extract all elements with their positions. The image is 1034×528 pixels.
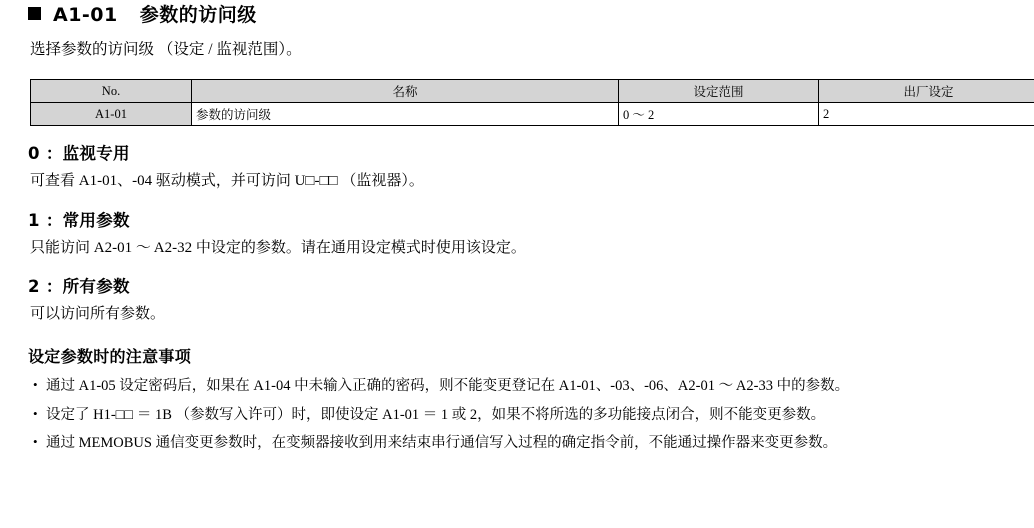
notes-list [32,376,1007,455]
intro-paragraph: 选择参数的访问级 （设定 / 监视范围）。 [30,41,302,58]
cell-range: 0 ～ 2 [619,103,819,126]
table-row [31,103,1034,126]
table-header-row [31,80,1034,103]
section-heading-1: 1 ：常用参数 [28,210,130,230]
cell-default: 2 [819,103,1034,126]
column-header-range: 设定范围 [619,80,819,103]
parameter-table [30,79,1034,126]
column-header-name: 名称 [192,80,619,103]
section-body-0: 可查看 A1-01、-04 驱动模式，并可访问 U□-□□ （监视器）。 [30,173,424,190]
list-item: • 设定了 H1-□□ ＝ 1B （参数写入许可）时，即使设定 A1-01 ＝ 1 或 2，如果不将所选的多功能接点闭合，则不能变更参数。 [32,405,1007,427]
column-header-no: No. [31,80,192,103]
page-title [0,0,1034,30]
column-header-default: 出厂设定 [819,80,1034,103]
cell-name: 参数的访问级 [192,103,619,126]
cell-no: A1-01 [31,103,192,126]
square-bullet-icon [28,7,41,20]
list-item: • 通过 MEMOBUS 通信变更参数时，在变频器接收到用来结束串行通信写入过程的确定指令前，不能通过操作器来变更参数。 [32,433,1007,455]
notes-heading: 设定参数时的注意事项 [28,346,192,366]
section-heading-2: 2 ：所有参数 [28,277,130,297]
section-body-2: 可以访问所有参数。 [30,306,166,323]
page-title-text: 参数的访问级 [139,4,257,26]
section-heading-0: 0 ：监视专用 [28,144,130,164]
page-title-code: A1-01 [53,4,118,26]
section-body-1: 只能访问 A2-01 ～ A2-32 中设定的参数。请在通用设定模式时使用该设定。 [30,239,526,256]
list-item: • 通过 A1-05 设定密码后，如果在 A1-04 中未输入正确的密码，则不能变更登记在 A1-01、-03、-06、A2-01 ～ A2-33 中的参数。 [32,376,1007,398]
